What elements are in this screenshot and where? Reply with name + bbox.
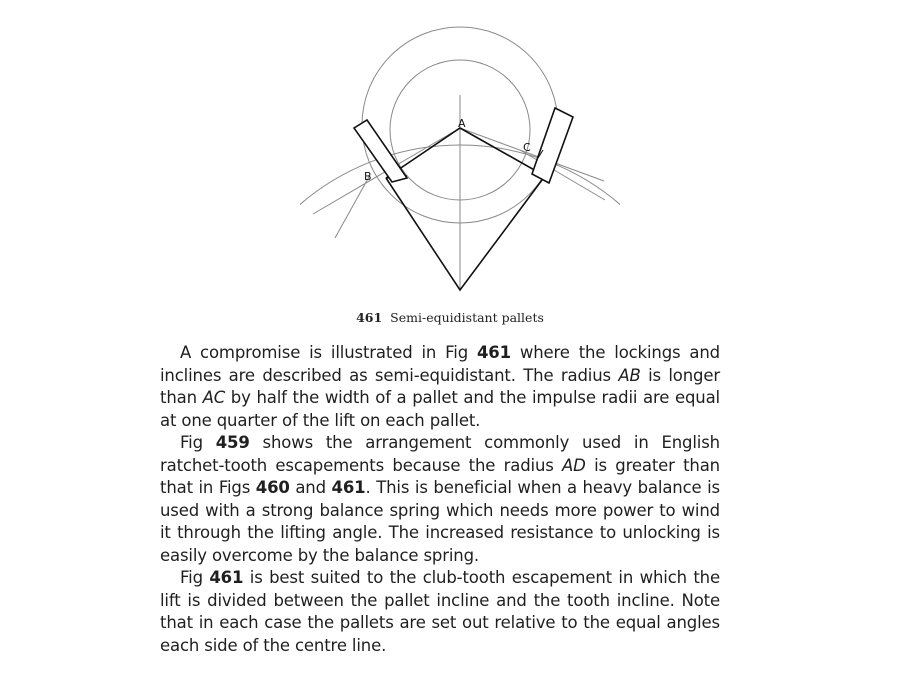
figure-reference: 461 xyxy=(476,343,511,362)
figure-reference: 459 xyxy=(215,433,250,452)
text-segment: Fig xyxy=(180,568,210,587)
text-segment: and xyxy=(289,478,332,497)
construction-line-b xyxy=(335,175,370,238)
text-segment: shows the arrangement commonly used in English ratchet-tooth escapements because the radius xyxy=(160,433,720,475)
text-segment: by half the width of a pallet and the impulse radii are equal at one quarter of the lift on each pallet. xyxy=(160,388,720,430)
text-segment: . This is beneficial when a heavy balance is used with a strong balance spring which needs more power to wind it through the lifting angle. The increased resistance to unlocking is easily overcome by the balance spring. xyxy=(160,478,720,565)
figure-reference: 460 xyxy=(255,478,290,497)
text-segment: where the lockings and inclines are described as semi-equidistant. The radius xyxy=(160,343,720,385)
radius-reference: AC xyxy=(202,388,226,407)
paragraph xyxy=(160,432,720,567)
exit-pallet xyxy=(532,108,573,183)
text-segment: is longer than xyxy=(160,365,720,407)
label-c: C xyxy=(523,141,531,154)
paragraph xyxy=(160,567,720,657)
radius-reference: AB xyxy=(618,365,641,385)
text-segment: is greater than that in Figs xyxy=(160,455,720,497)
label-b: B xyxy=(364,170,372,183)
text-segment: Fig xyxy=(180,433,216,452)
entry-pallet xyxy=(354,120,407,182)
figure-caption-text: Semi-equidistant pallets xyxy=(390,310,544,325)
pallet-diagram xyxy=(300,20,620,310)
text-segment: A compromise is illustrated in Fig xyxy=(180,343,477,362)
figure-reference: 461 xyxy=(331,478,366,497)
label-a: A xyxy=(458,117,466,130)
text-segment: is best suited to the club-tooth escapement in which the lift is divided between the pallet incline and the tooth incline. Note that in each case the pallets are set out relative to the equal angles each side of the centre line. xyxy=(160,568,720,655)
figure-caption xyxy=(0,310,900,325)
paragraph xyxy=(160,342,720,432)
figure-reference: 461 xyxy=(209,568,244,587)
body-text xyxy=(160,342,720,657)
radius-reference: AD xyxy=(562,455,586,475)
figure-number: 461 xyxy=(356,310,383,325)
